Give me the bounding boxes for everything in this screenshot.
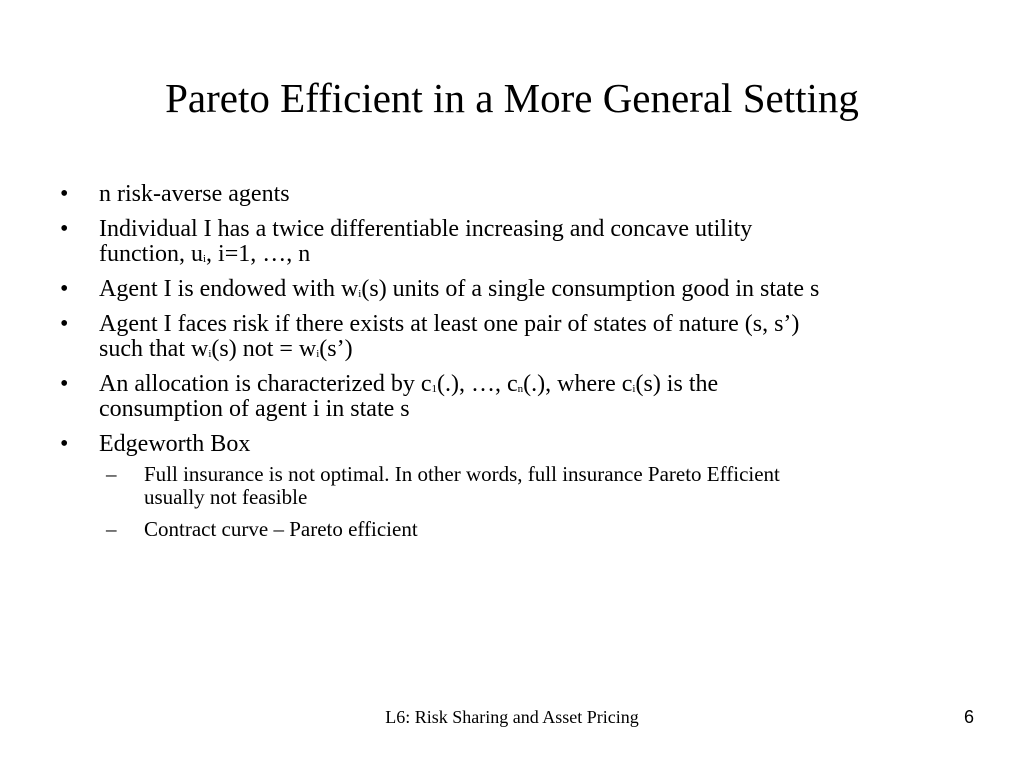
bullet-text-line2: consumption of agent i in state s [99,396,410,422]
sub-bullet-list [60,463,980,541]
subscript: i [202,253,207,265]
bullet-text-pre: Agent I is endowed with w [99,276,359,302]
bullet-text-pre: function, u [99,241,203,267]
bullet-text: Edgeworth Box [99,431,251,457]
subscript: 1 [431,383,438,395]
bullet-text-line1: Individual I has a twice differentiable increasing and concave utility [99,216,753,242]
bullet-text-mid2: (.), where c [523,371,633,397]
bullet-text-post: (s) is the [635,371,719,397]
bullet-item-risk [60,312,980,362]
slide-footer: L6: Risk Sharing and Asset Pricing [385,707,639,727]
bullet-marker: • [60,181,69,207]
bullet-item-edgeworth [60,432,980,457]
bullet-text-line1: Agent I faces risk if there exists at least one pair of states of nature (s, s’) [99,311,800,337]
bullet-text-pre: such that w [99,336,209,362]
bullet-item-agents [60,182,980,207]
subscript: i [358,288,362,300]
bullet-list [60,182,980,550]
slide-title: Pareto Efficient in a More General Setting [165,75,859,121]
bullet-item-allocation [60,372,980,422]
bullet-text-post: , i=1, …, n [206,241,311,267]
sub-bullet-marker: – [106,462,117,486]
bullet-marker: • [60,371,69,397]
sub-bullet-text-line2: usually not feasible [144,485,308,509]
bullet-marker: • [60,431,69,457]
bullet-text: n risk-averse agents [99,181,290,207]
bullet-marker: • [60,276,69,302]
subscript: n [517,383,524,395]
sub-bullet-item-insurance [106,463,980,509]
sub-bullet-text-line1: Full insurance is not optimal. In other words, full insurance Pareto Efficient [144,462,780,486]
bullet-marker: • [60,311,69,337]
bullet-item-utility [60,217,980,267]
bullet-text-post: (s’) [319,336,353,362]
bullet-text-mid1: (.), …, c [437,371,518,397]
sub-bullet-marker: – [106,517,117,541]
bullet-item-endowment [60,277,980,302]
subscript: i [316,348,320,360]
subscript: i [632,383,636,395]
subscript: i [208,348,212,360]
bullet-text-mid: (s) not = w [211,336,317,362]
sub-bullet-item-contract-curve [106,518,980,541]
bullet-text-pre: An allocation is characterized by c [99,371,432,397]
sub-bullet-text: Contract curve – Pareto efficient [144,517,418,541]
page-number: 6 [963,707,974,727]
bullet-marker: • [60,216,69,242]
bullet-text-post: (s) units of a single consumption good in state s [361,276,820,302]
